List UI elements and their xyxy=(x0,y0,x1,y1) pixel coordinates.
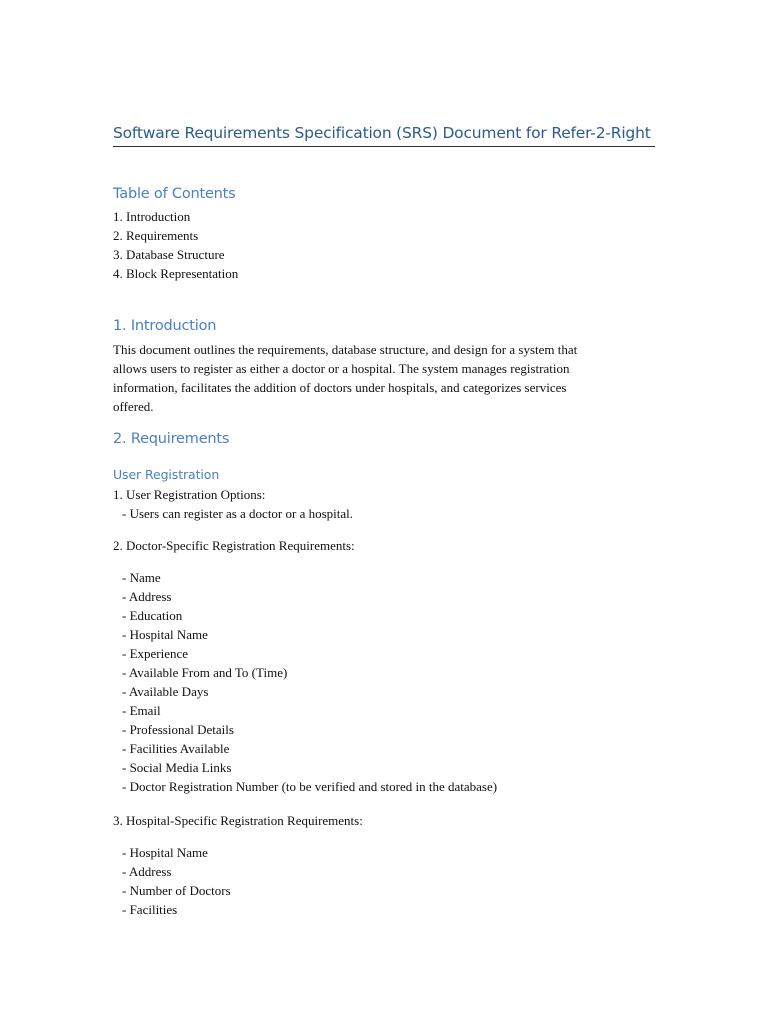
list-item: - Name xyxy=(122,570,161,585)
list-item: - Users can register as a doctor or a hospital. xyxy=(122,506,354,521)
toc-item: 1. Introduction xyxy=(113,209,191,224)
introduction-line: information, facilitates the addition of doctors under hospitals, and categorizes services xyxy=(113,380,567,395)
document-title-block xyxy=(113,124,655,147)
requirements-section xyxy=(113,431,655,447)
toc-item: 3. Database Structure xyxy=(113,247,225,262)
list-item: - Facilities Available xyxy=(122,741,230,756)
hospital-requirements xyxy=(113,811,655,830)
list-item: - Professional Details xyxy=(122,722,234,737)
doctor-requirements xyxy=(113,536,655,555)
list-item: - Available From and To (Time) xyxy=(122,665,288,680)
registration-options xyxy=(113,485,655,523)
toc-heading: Table of Contents xyxy=(113,186,236,202)
user-registration-heading: User Registration xyxy=(113,467,220,482)
document-title: Software Requirements Specification (SRS) Document for Refer-2-Right xyxy=(113,124,655,147)
list-item: - Number of Doctors xyxy=(122,883,231,898)
doctor-requirements-list xyxy=(113,568,655,796)
toc-section xyxy=(113,186,655,202)
list-item: - Address xyxy=(122,589,172,604)
list-item: - Hospital Name xyxy=(122,627,208,642)
list-item: - Social Media Links xyxy=(122,760,232,775)
list-item: - Hospital Name xyxy=(122,845,208,860)
toc-item: 4. Block Representation xyxy=(113,266,239,281)
introduction-heading: 1. Introduction xyxy=(113,318,217,334)
introduction-line: This document outlines the requirements, database structure, and design for a system that xyxy=(113,342,578,357)
requirements-heading: 2. Requirements xyxy=(113,431,230,447)
list-item: - Education xyxy=(122,608,183,623)
list-item: - Experience xyxy=(122,646,189,661)
toc-item: 2. Requirements xyxy=(113,228,199,243)
list-item: - Facilities xyxy=(122,902,178,917)
doctor-requirements-title: 2. Doctor-Specific Registration Requirements: xyxy=(113,538,355,553)
hospital-requirements-list xyxy=(113,843,655,919)
list-item: - Doctor Registration Number (to be verified and stored in the database) xyxy=(122,779,498,794)
introduction-line: offered. xyxy=(113,399,154,414)
hospital-requirements-title: 3. Hospital-Specific Registration Requirements: xyxy=(113,813,363,828)
list-item: - Available Days xyxy=(122,684,209,699)
user-registration-section xyxy=(113,467,655,482)
introduction-line: allows users to register as either a doctor or a hospital. The system manages registration xyxy=(113,361,570,376)
introduction-paragraph xyxy=(113,340,655,416)
toc-list xyxy=(113,207,655,283)
registration-options-title: 1. User Registration Options: xyxy=(113,487,266,502)
introduction-section xyxy=(113,318,655,334)
list-item: - Email xyxy=(122,703,161,718)
list-item: - Address xyxy=(122,864,172,879)
